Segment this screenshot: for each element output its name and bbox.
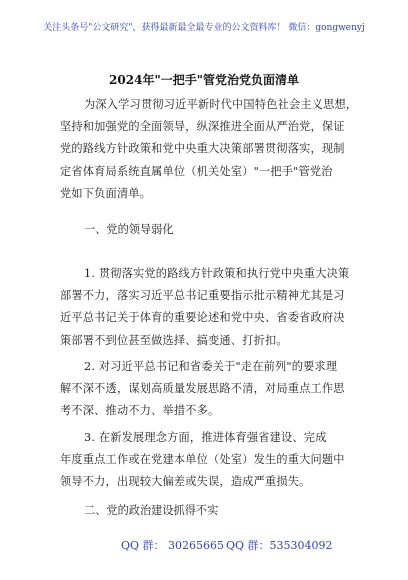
item-2-paragraph <box>60 356 360 423</box>
item-2-line-3: 考不深、推动不力、举措不多。 <box>60 404 220 418</box>
section-heading-1: 一、党的领导弱化 <box>84 223 174 236</box>
intro-paragraph <box>60 94 360 205</box>
item-2-line-2: 解不深不透，谋划高质量发展思路不清，对局重点工作思 <box>60 382 345 396</box>
item-1-line-2: 部署不力，落实习近平总书记重要指示批示精神尤其是习 <box>60 289 345 303</box>
item-1-line-4: 策部署不到位甚至做选择、搞变通、打折扣。 <box>60 333 288 347</box>
item-3-paragraph <box>60 427 360 494</box>
intro-line-4: 定省体育局系统直属单位（机关处室）"一把手"管党治 <box>60 164 333 178</box>
footer-qq-group-1[interactable]: QQ 群： 30265665 <box>121 539 225 552</box>
header-banner[interactable]: 关注头条号"公文研究"，获得最新最全最专业的公文资料库！ 微信：gongwenyj <box>43 23 365 33</box>
document-title: 2024年"一把手"管党治党负面清单 <box>109 73 299 87</box>
item-3-line-2: 年度重点工作或在党建本单位（处室）发生的重大问题中 <box>60 453 345 467</box>
item-1-paragraph <box>60 263 360 352</box>
item-1-line-1: 1. 贯彻落实党的路线方针政策和执行党中央重大决策 <box>84 267 350 280</box>
item-2-line-1: 2. 对习近平总书记和省委关于"走在前列"的要求理 <box>84 360 338 373</box>
item-3-line-1: 3. 在新发展理念方面，推进体育强省建设、完成 <box>84 431 327 444</box>
intro-line-3: 党的路线方针政策和党中央重大决策部署贯彻落实，现制 <box>60 142 345 156</box>
footer-qq-group-2[interactable]: QQ 群：535304092 <box>226 539 333 552</box>
intro-line-2: 坚持和加强党的全面领导，纵深推进全面从严治党，保证 <box>60 120 345 134</box>
intro-line-5: 党如下负面清单。 <box>60 186 152 200</box>
section-heading-2: 二、党的政治建设抓得不实 <box>84 504 219 517</box>
item-3-line-3: 领导不力，出现较大偏差或失误，造成严重损失。 <box>60 475 311 489</box>
item-1-line-3: 近平总书记关于体育的重要论述和党中央、省委省政府决 <box>60 311 345 325</box>
intro-line-1: 为深入学习贯彻习近平新时代中国特色社会主义思想， <box>84 98 358 111</box>
